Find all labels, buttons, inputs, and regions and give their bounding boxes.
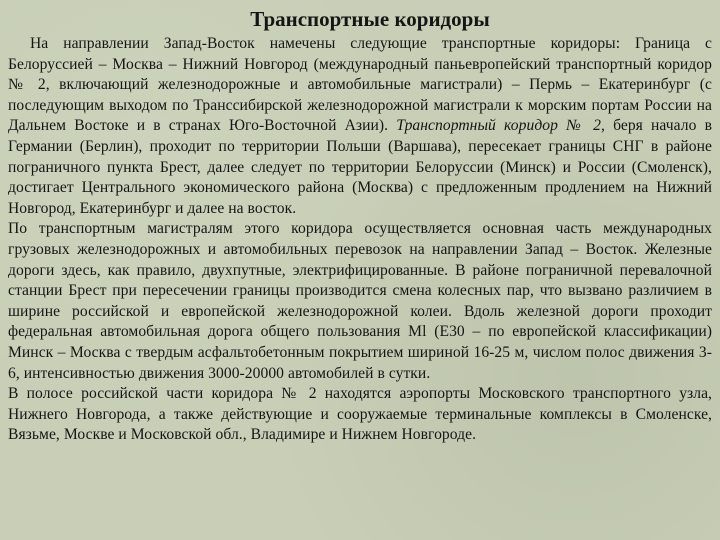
paragraph-3: В полосе российской части коридора № 2 находятся аэропорты Московского транспортного узла, Нижнего Новгорода, а также действующие и сооружаемые терминальные комплексы в Смоленске, Вязьме, Москве и Московской обл., Владимире и Нижнем Новгороде. <box>8 385 712 444</box>
page-title: Транспортные коридоры <box>250 7 490 31</box>
paragraph-1-text-end: беря начало в Германии (Берлин), проходит по территории Польши (Варшава), пересекает границы СНГ в районе пограничного пункта Брест, далее следует по территории Белоруссии (Минск) и России (Смоленск), достигает Центрального экономического района (Москва) с предложенным продлением на Нижний Новгород, Екатеринбург и далее на восток. <box>8 117 712 217</box>
paragraph-2: По транспортным магистралям этого коридора осуществляется основная часть международных грузовых железнодорожных и автомобильных перевозок на направлении Запад – Восток. Железные дороги здесь, как правило, двухпутные, электрифицированные. В районе пограничной перевалочной станции Брест при пересечении границы производится смена колесных пар, что вызвано различием в ширине российской и европейской железнодорожной колеи. Вдоль железной дороги проходит федеральная автомобильная дорога общего пользования Ml (E30 – по европейской классификации) Минск – Москва с твердым асфальтобетонным покрытием шириной 16-25 м, числом полос движения 3-6, интенсивностью движения 3000-20000 автомобилей в сутки. <box>8 220 712 382</box>
paragraph-1-text-start: На направлении Запад-Восток намечены следующие транспортные коридоры: Граница с Белоруссией – Москва – Нижний Новгород (международный паньевропейский транспортный коридор № 2, включающий железнодорожные и автомобильные магистрали) – Пермь – Екатеринбург (с последующим выходом по Транссибирской железнодорожной магистрали к морским портам России на Дальнем Востоке и в странах Юго-Восточной Азии). <box>8 35 712 135</box>
paragraph-1-italic-phrase: Транспортный коридор № 2, <box>396 117 605 135</box>
paragraph-1 <box>8 34 712 219</box>
body-text <box>8 34 712 446</box>
